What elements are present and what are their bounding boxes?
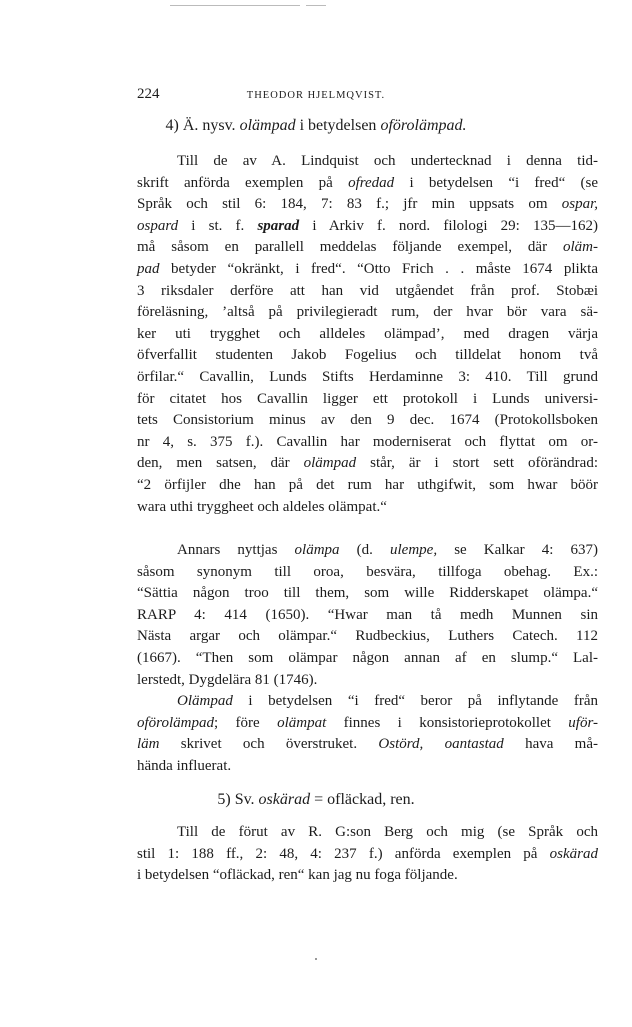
emphasized-word: ospard [137,217,179,234]
text-run: hända influerat. [137,757,232,774]
text-run: 5) Sv. [217,791,259,808]
emphasized-word: Ostörd, [378,736,424,753]
text-run: wara uthi tryggheet och aldeles olämpat.“ [137,498,387,515]
emphasized-word: läm [137,736,160,753]
text-line [137,735,598,753]
text-run: må såsom en parallell meddelas följande exempel, där [137,239,563,256]
emphasized-word: olämpat [277,714,327,731]
text-run: Till de förut av R. G:son Berg och mig (se Språk och [177,824,598,840]
text-run: (1667). “Then som olämpar någon annan af en slump.“ Lal- [137,650,598,666]
text-line [137,217,598,235]
emphasized-word: oförolämpad. [380,117,467,134]
text-run: 4) Ä. nysv. [165,117,240,134]
text-run: (d. [339,542,391,558]
emphasized-word: uför- [568,714,598,731]
text-line [137,454,598,472]
scan-artifact [306,5,326,6]
running-head: THEODOR HJELMQVIST. [246,90,386,101]
text-run: hava må- [503,736,598,753]
text-line [137,303,598,321]
emphasized-word: oskärad [549,845,598,862]
text-run: = ofläckad, ren. [310,791,415,808]
text-line [137,390,598,408]
scan-speck [315,958,317,960]
text-run: i Arkiv f. nord. filologi 29: 135—162) [299,217,598,234]
text-line [137,714,598,732]
emphasized-word: olämpa [294,542,340,558]
text-run: skrivet och överstruket. [159,736,379,753]
emphasized-word: oförolämpad [137,714,214,731]
text-line [177,152,598,170]
text-line [137,757,598,775]
text-line [137,346,598,364]
text-run: stil 1: 188 ff., 2: 48, 4: 237 f.) anförda exemplen på [137,845,550,862]
text-line [137,563,598,581]
text-line [137,866,598,884]
text-line [137,476,598,494]
text-line [137,195,598,213]
emphasized-word: olämpad [303,455,357,472]
text-line [137,671,598,689]
text-run: den, men satsen, där [137,455,304,472]
text-run: Nästa argar och olämpar.“ Rudbeckius, Luthers Catech. 112 [137,628,598,645]
text-line [137,325,598,343]
emphasized-word: ofredad [348,174,395,191]
scan-artifact [170,5,300,6]
text-line [137,606,598,624]
text-line [177,692,598,710]
text-run: Till de av A. Lindquist och undertecknad i denna tid- [177,153,598,169]
section-heading [0,791,632,809]
text-run: “Sättia någon troo till them, som wille Ridderskapet olämpa.“ [137,585,598,602]
page-number: 224 [137,86,160,102]
text-run: i st. f. [178,217,258,234]
text-run: “2 örfijler dhe han på det rum har uthgifwit, som hwar böör [137,477,598,493]
text-run: örfilar.“ Cavallin, Lunds Stifts Herdaminne 3: 410. Till grund [137,369,598,385]
emphasized-word: Olämpad [177,693,233,709]
emphasized-word: oläm- [563,239,598,256]
text-run: skrift anförda exemplen på [137,174,349,191]
text-run: i betydelsen “i fred“ beror på inflytande från [232,693,598,709]
text-run: för citatet hos Cavallin ligger ett protokoll i Lunds universi- [137,390,598,407]
text-run: lerstedt, Dygdelära 81 (1746). [137,671,318,688]
text-line [177,541,598,559]
text-line [137,433,598,451]
text-line [137,498,598,516]
text-run: nr 4, s. 375 f.). Cavallin har moderniserat och flyttat om or- [137,433,598,450]
text-line [137,174,598,192]
emphasized-word: oskärad [258,791,311,808]
text-run: i betydelsen “i fred“ (se [394,174,599,191]
emphasized-word: oantastad [444,736,504,753]
text-line [177,823,598,841]
text-line [137,649,598,667]
emphasized-word: pad [137,261,160,277]
emphasized-word: ulempe, [390,542,438,558]
text-line [137,368,598,386]
text-run [423,736,444,752]
text-line [137,845,598,863]
text-line [137,238,598,256]
text-run: föreläsning, ’altså på privilegieradt rum, der hvar bör vara sä- [137,304,598,321]
text-line [137,260,598,278]
text-run: ; före [213,714,278,731]
section-heading [0,117,632,135]
text-run: såsom synonym till oroa, besvära, tillfoga obehag. Ex.: [137,563,598,580]
text-run: 3 riksdaler derföre att han vid utgåendet från prof. Stobæi [137,282,598,299]
text-run: öfverfallit studenten Jakob Fogelius och tilldelat honom två [137,347,598,364]
text-run: tets Consistorium minus av den 9 dec. 1674 (Protokollsboken [137,412,598,429]
text-line [137,282,598,300]
text-run: RARP 4: 414 (1650). “Hwar man tå medh Munnen sin [137,606,598,623]
emphasized-word: olämpad [239,117,296,134]
text-run: betyder “okränkt, i fred“. “Otto Frich . . måste 1674 plikta [159,261,598,277]
emphasized-word: sparad [257,217,300,234]
text-line [137,627,598,645]
emphasized-word: ospar, [561,196,598,213]
text-run: i betydelsen [295,117,381,134]
text-run: finnes i konsistorieprotokollet [326,714,569,731]
text-run: står, är i stort sett oförändrad: [356,455,598,472]
text-line [137,411,598,429]
text-run: ker uti trygghet och alldeles olämpad’, med dragen värja [137,325,598,342]
text-run: i betydelsen “ofläckad, ren“ kan jag nu foga följande. [137,867,458,884]
text-line [137,584,598,602]
text-run: Annars nyttjas [177,542,295,558]
text-run: se Kalkar 4: 637) [437,542,598,558]
text-run: Språk och stil 6: 184, 7: 83 f.; jfr min uppsats om [137,196,562,213]
